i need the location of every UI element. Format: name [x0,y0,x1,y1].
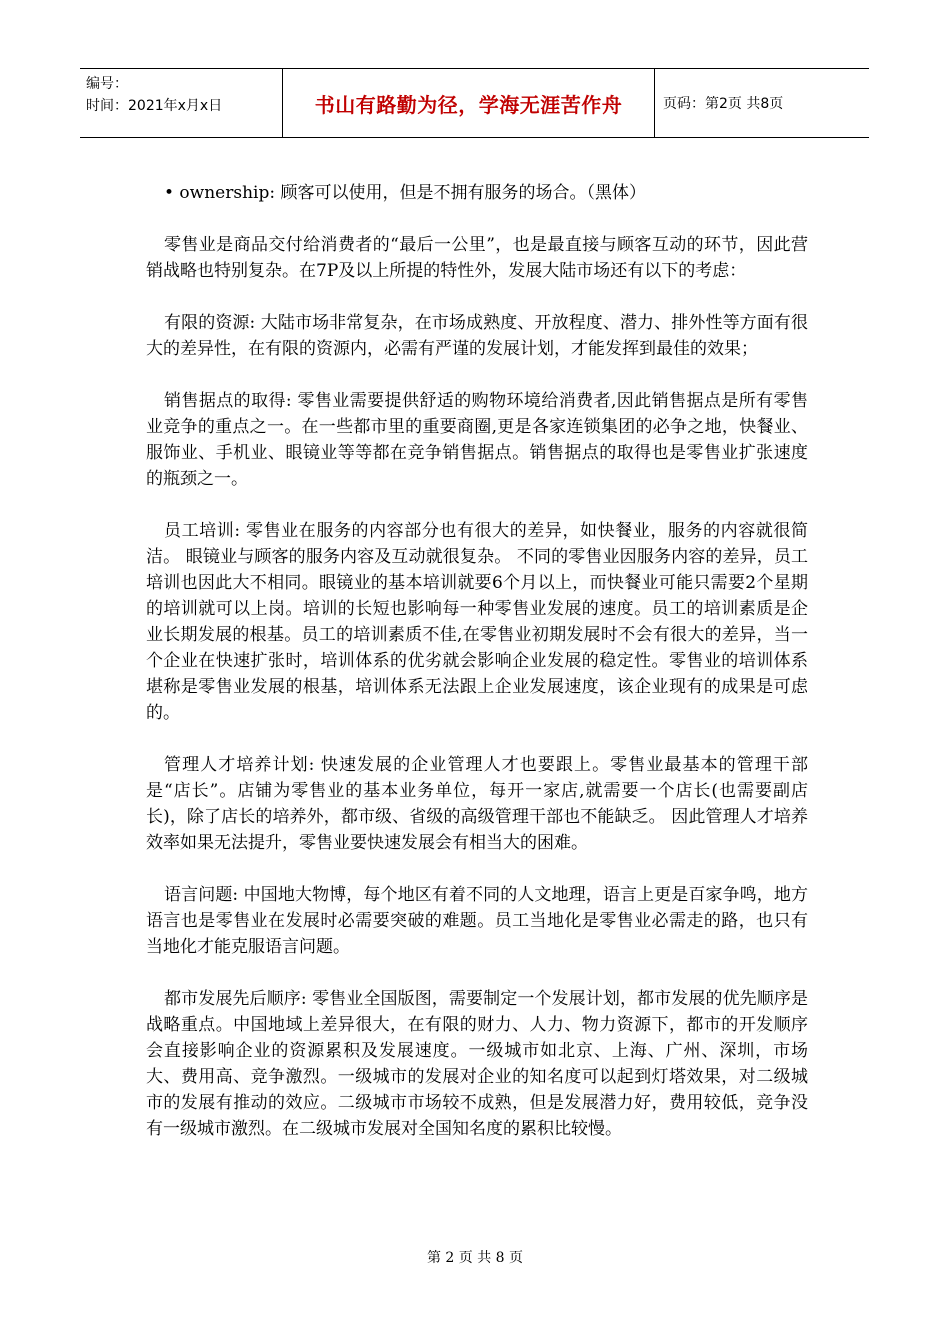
header-motto: 书山有路勤为径，学海无涯苦作舟 [283,69,655,137]
document-number: 编号： [86,76,128,92]
paragraph-staff-training: 员工培训: 零售业在服务的内容部分也有很大的差异，如快餐业，服务的内容就很简洁。 眼镜业与顾客的服务内容及互动就很复杂。 不同的零售业因服务内容的差异，员工培训也因此大不相同。眼镜业的基本培训就要6个月以上，而快餐业可能只需要2个星期的培训就可以上岗。培训的长短也影响每一种零售业发展的速度。员工的培训素质是企业长期发展的根基。员工的培训素质不佳,在零售业初期发展时不会有很大的差异，当一个企业在快速扩张时，培训体系的优劣就会影响企业发展的稳定性。零售业的培训体系堪称是零售业发展的根基，培训体系无法跟上企业发展速度，该企业现有的成果是可虑的。 [146,521,808,723]
paragraph-management-talent: 管理人才培养计划: 快速发展的企业管理人才也要跟上。零售业最基本的管理干部是“店长”。店铺为零售业的基本业务单位，每开一家店,就需要一个店长(也需要副店长)，除了店长的培养外，都市级、省级的高级管理干部也不能缺乏。 因此管理人才培养效率如果无法提升，零售业要快速发展会有相当大的困难。 [146,755,808,853]
paragraph-sales-locations: 销售据点的取得: 零售业需要提供舒适的购物环境给消费者,因此销售据点是所有零售业竞争的重点之一。在一些都市里的重要商圈,更是各家连锁集团的必争之地，快餐业、服饰业、手机业、眼镜业等等都在竞争销售据点。销售据点的取得也是零售业扩张速度的瓶颈之一。 [146,391,808,489]
header-meta [80,69,283,137]
document-date: 时间：2021年x月x日 [86,98,223,114]
paragraph-intro: 零售业是商品交付给消费者的“最后一公里”，也是最直接与顾客互动的环节，因此营销战略也特别复杂。在7P及以上所提的特性外，发展大陆市场还有以下的考虑： [146,235,808,281]
paragraph-limited-resources: 有限的资源: 大陆市场非常复杂，在市场成熟度、开放程度、潜力、排外性等方面有很大的差异性，在有限的资源内，必需有严谨的发展计划，才能发挥到最佳的效果； [146,313,808,359]
paragraph-language: 语言问题: 中国地大物博，每个地区有着不同的人文地理，语言上更是百家争鸣，地方语言也是零售业在发展时必需要突破的难题。员工当地化是零售业必需走的路，也只有当地化才能克服语言问题。 [146,885,808,957]
paragraph-ownership: • ownership: 顾客可以使用，但是不拥有服务的场合。（黑体） [164,183,646,203]
header-page-number: 页码：第2页 共8页 [663,96,784,112]
page-footer: 第 2 页 共 8 页 [426,1250,524,1266]
page-header [80,68,869,138]
paragraph-city-order: 都市发展先后顺序: 零售业全国版图，需要制定一个发展计划，都市发展的优先顺序是战略重点。中国地域上差异很大，在有限的财力、人力、物力资源下，都市的开发顺序会直接影响企业的资源累积及发展速度。一级城市如北京、上海、广州、深圳，市场大、费用高、竞争激烈。一级城市的发展对企业的知名度可以起到灯塔效果，对二级城市的发展有推动的效应。二级城市市场较不成熟，但是发展潜力好，费用较低，竞争没有一级城市激烈。在二级城市发展对全国知名度的累积比较慢。 [146,989,808,1139]
document-body [146,180,808,1168]
